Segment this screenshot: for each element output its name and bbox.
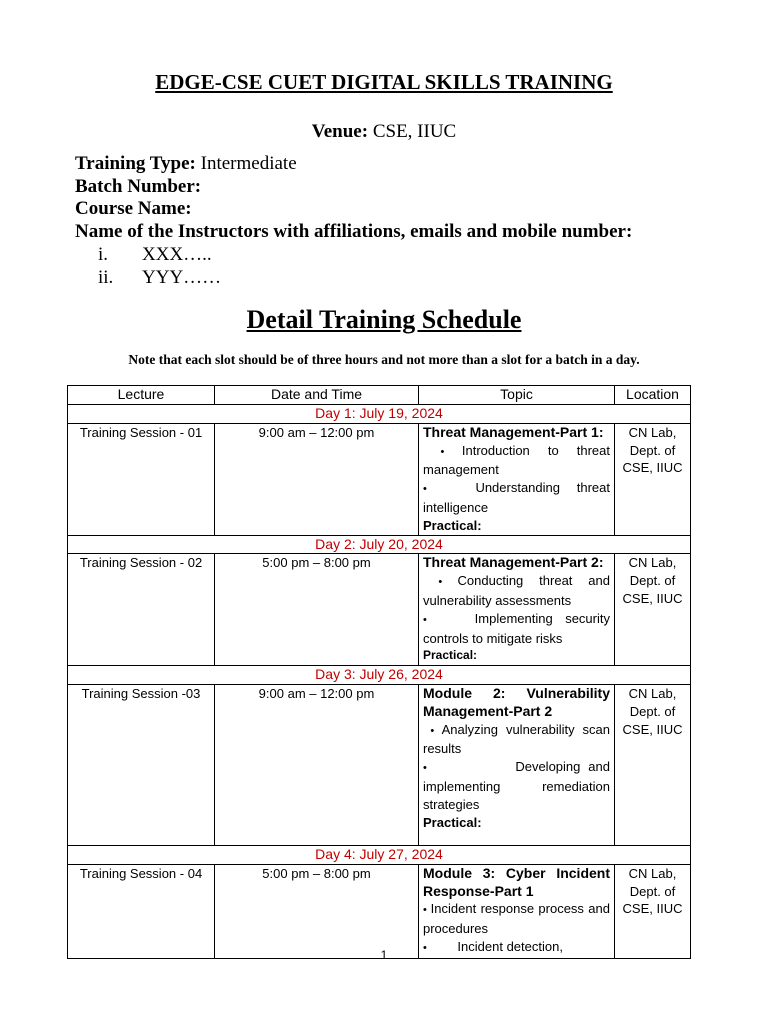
day-label: Day 3: July 26, 2024 — [68, 666, 691, 685]
training-info — [75, 153, 632, 243]
topic-bullet: • Understanding threat intelligence — [423, 480, 610, 515]
course-name-label: Course Name: — [75, 198, 192, 219]
topic-practical: Practical: — [423, 648, 478, 663]
bullet-icon: • — [423, 724, 442, 737]
bullet-icon: • — [423, 613, 475, 626]
venue-label: Venue: — [311, 121, 369, 142]
topic-title: Threat Management-Part 1: — [423, 423, 604, 440]
schedule-note: Note that each slot should be of three hours and not more than a slot for a batch in a day. — [128, 352, 640, 367]
day-row — [68, 845, 691, 864]
instructor-item — [98, 266, 221, 289]
session-row — [68, 864, 691, 958]
table-header-row — [68, 386, 691, 405]
topic-bullet: • Developing and implementing remediation strategies — [423, 759, 610, 812]
day-label: Day 1: July 19, 2024 — [68, 405, 691, 424]
header-topic: Topic — [419, 386, 615, 405]
bullet-icon: • — [423, 483, 476, 496]
topic-title: Module 3: Cyber Incident Response-Part 1 — [423, 864, 610, 899]
training-type-label: Training Type: — [75, 153, 196, 174]
bullet-icon: • — [423, 576, 458, 589]
session-row — [68, 684, 691, 845]
session-row — [68, 423, 691, 535]
session-lecture: Training Session - 02 — [68, 554, 215, 666]
page-number: 1 — [380, 948, 388, 962]
instructor-number: i. — [98, 244, 109, 265]
session-topic — [419, 554, 615, 666]
session-time: 5:00 pm – 8:00 pm — [215, 864, 419, 958]
topic-practical: Practical: — [423, 814, 482, 830]
day-row — [68, 666, 691, 685]
topic-practical: Practical: — [423, 517, 482, 533]
topic-title: Module 2: Vulnerability Management-Part 2 — [423, 684, 610, 719]
session-lecture: Training Session - 04 — [68, 864, 215, 958]
document-title: EDGE-CSE CUET DIGITAL SKILLS TRAINING — [155, 70, 613, 94]
session-lecture: Training Session -03 — [68, 684, 215, 845]
session-time: 5:00 pm – 8:00 pm — [215, 554, 419, 666]
session-topic — [419, 864, 615, 958]
bullet-icon: • — [423, 762, 516, 775]
instructor-number: ii. — [98, 267, 114, 288]
header-location: Location — [615, 386, 691, 405]
header-lecture: Lecture — [68, 386, 215, 405]
topic-bullet: • Incident response process and procedures — [423, 901, 610, 937]
session-time: 9:00 am – 12:00 pm — [215, 423, 419, 535]
session-lecture: Training Session - 01 — [68, 423, 215, 535]
topic-title: Threat Management-Part 2: — [423, 554, 604, 571]
topic-bullet: • Implementing security controls to mitigate risks — [423, 610, 610, 646]
day-row — [68, 535, 691, 554]
instructors-row — [75, 221, 632, 244]
instructors-label: Name of the Instructors with affiliations, emails and mobile number: — [75, 220, 633, 242]
day-label: Day 4: July 27, 2024 — [68, 845, 691, 864]
bullet-icon: • — [423, 941, 458, 954]
session-topic — [419, 423, 615, 535]
instructor-list — [98, 243, 221, 289]
session-time: 9:00 am – 12:00 pm — [215, 684, 419, 845]
venue-line — [0, 121, 768, 143]
schedule-table — [67, 385, 691, 959]
session-location: CN Lab, Dept. of CSE, IIUC — [615, 864, 691, 958]
topic-bullet: • Analyzing vulnerability scan results — [423, 721, 610, 757]
schedule-title: Detail Training Schedule — [246, 305, 522, 334]
bullet-icon: • — [423, 904, 431, 917]
batch-number-row — [75, 176, 632, 199]
topic-bullet: • Conducting threat and vulnerability assessments — [423, 573, 610, 608]
instructor-name: XXX….. — [142, 244, 212, 265]
instructor-name: YYY…… — [142, 267, 222, 288]
topic-bullet: • Introduction to threat management — [423, 442, 610, 478]
topic-bullet: • Incident detection, — [423, 938, 563, 954]
bullet-icon: • — [423, 445, 462, 458]
session-location: CN Lab, Dept. of CSE, IIUC — [615, 423, 691, 535]
venue-value: CSE, IIUC — [368, 121, 457, 142]
header-date-time: Date and Time — [215, 386, 419, 405]
course-name-row — [75, 198, 632, 221]
session-row — [68, 554, 691, 666]
session-topic — [419, 684, 615, 845]
day-label: Day 2: July 20, 2024 — [68, 535, 691, 554]
day-row — [68, 405, 691, 424]
training-type-row — [75, 153, 632, 176]
training-type-value: Intermediate — [195, 153, 297, 174]
session-location: CN Lab, Dept. of CSE, IIUC — [615, 554, 691, 666]
batch-number-label: Batch Number: — [75, 175, 202, 197]
session-location: CN Lab, Dept. of CSE, IIUC — [615, 684, 691, 845]
instructor-item — [98, 243, 221, 266]
